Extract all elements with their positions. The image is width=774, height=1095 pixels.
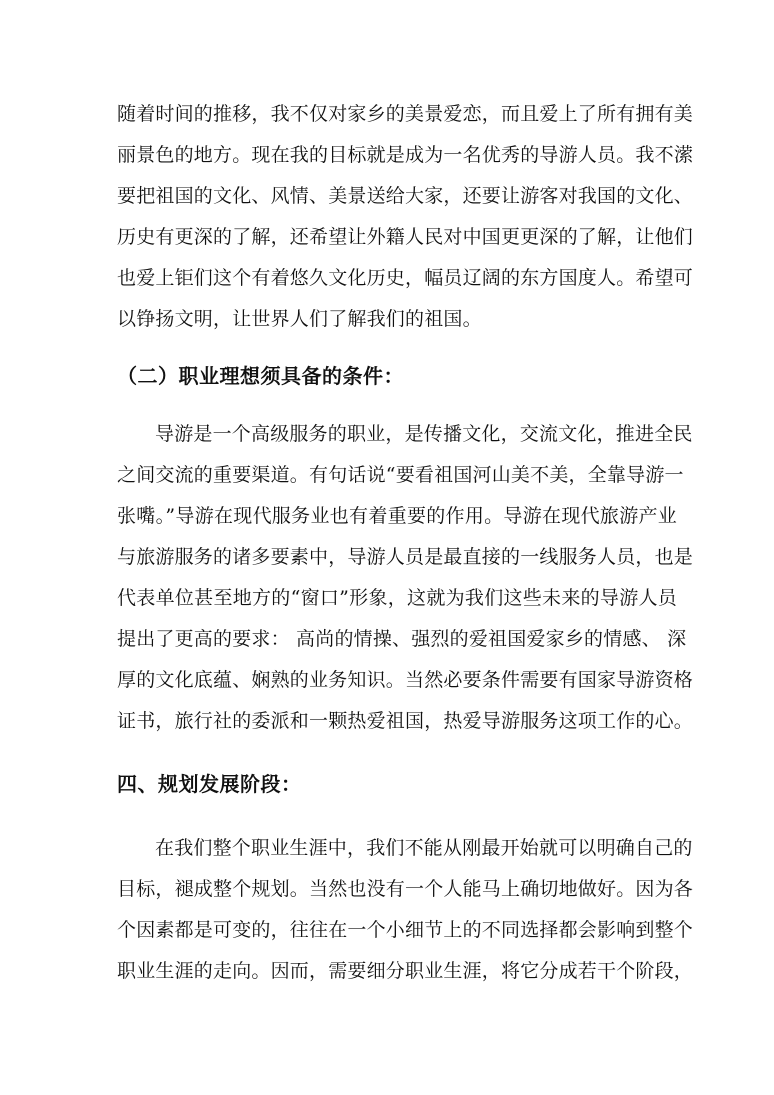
section-heading: （二）职业理想须具备的条件：	[117, 364, 404, 388]
paragraph-line: 张嘴。”导游在现代服务业也有着重要的作用。导游在现代旅游产业	[117, 505, 677, 527]
paragraph-line: 也爱上钜们这个有着悠久文化历史，幅员辽阔的东方国度人。希望可	[117, 267, 694, 289]
paragraph-line: 历史有更深的了解，还希望让外籍人民对中国更更深的了解，让他们	[117, 226, 694, 248]
paragraph-line: 之间交流的重要渠道。有句话说“要看祖国河山美不美，全靠导游一	[117, 464, 684, 486]
paragraph-line: 厚的文化底蕴、娴熟的业务知识。当然必要条件需要有国家导游资格	[117, 669, 694, 691]
section-heading: 四、规划发展阶段：	[117, 772, 302, 796]
paragraph-line: 导游是一个高级服务的职业，是传播文化，交流文化，推进全民	[155, 423, 693, 445]
paragraph-line: 个因素都是可变的，往往在一个小细节上的不同选择都会影响到整个	[117, 919, 694, 941]
paragraph-line: 证书，旅行社的委派和一颗热爱祖国，热爱导游服务这项工作的心。	[117, 710, 694, 732]
paragraph-line: 丽景色的地方。现在我的目标就是成为一名优秀的导游人员。我不潆	[117, 144, 694, 166]
paragraph-line: 代表单位甚至地方的“窗口”形象，这就为我们这些未来的导游人员	[117, 587, 677, 609]
paragraph-line: 与旅游服务的诸多要素中，导游人员是最直接的一线服务人员，也是	[117, 546, 694, 568]
paragraph-line: 以铮扬文明，让世界人们了解我们的祖国。	[117, 308, 482, 330]
paragraph-line: 职业生涯的走向。因而，需要细分职业生涯，将它分成若干个阶段，	[117, 960, 694, 982]
paragraph-line: 要把祖国的文化、风情、美景送给大家，还要让游客对我国的文化、	[117, 185, 694, 207]
paragraph-line: 提出了更高的要求： 高尚的情操、强烈的爱祖国爱家乡的情感、 深	[117, 628, 687, 650]
paragraph-line: 随着时间的推移，我不仅对家乡的美景爱恋，而且爱上了所有拥有美	[117, 103, 694, 125]
paragraph-line: 在我们整个职业生涯中，我们不能从刚最开始就可以明确自己的	[155, 837, 693, 859]
paragraph-line: 目标，褪成整个规划。当然也没有一个人能马上确切地做好。因为各	[117, 878, 694, 900]
